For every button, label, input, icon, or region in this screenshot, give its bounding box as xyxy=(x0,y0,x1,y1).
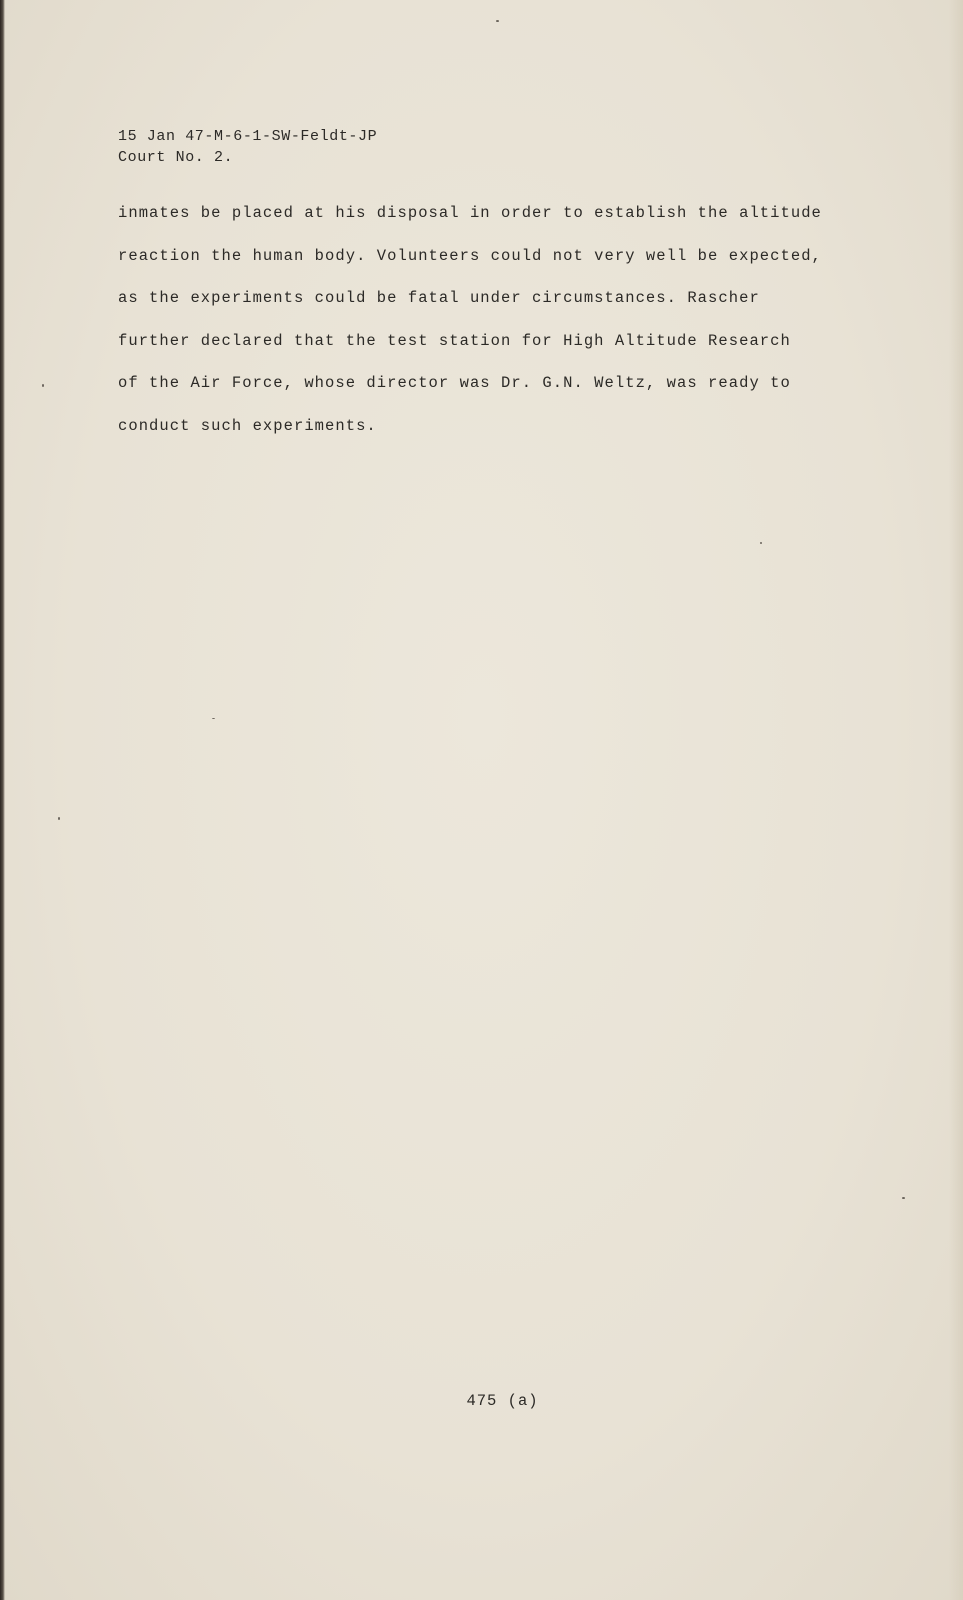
page-binding-edge xyxy=(0,0,5,1600)
document-header xyxy=(118,126,377,168)
paper-speck xyxy=(212,718,215,719)
body-line: reaction the human body. Volunteers could not very well be expected, xyxy=(118,246,822,265)
paper-speck xyxy=(496,20,499,22)
body-line: further declared that the test station for High Altitude Research xyxy=(118,331,791,350)
header-reference: 15 Jan 47-M-6-1-SW-Feldt-JP xyxy=(118,128,378,145)
header-court: Court No. 2. xyxy=(118,149,234,166)
paper-speck xyxy=(760,542,762,544)
body-line: inmates be placed at his disposal in order to establish the altitude xyxy=(118,204,822,222)
paper-speck xyxy=(42,384,44,387)
body-line: conduct such experiments. xyxy=(118,416,377,435)
body-paragraph xyxy=(118,204,838,459)
paper-speck xyxy=(902,1197,905,1199)
page-right-edge xyxy=(949,0,963,1600)
body-line: as the experiments could be fatal under circumstances. Rascher xyxy=(118,289,760,307)
paper-speck xyxy=(58,817,60,820)
page-number: 475 (a) xyxy=(466,1392,539,1410)
body-line: of the Air Force, whose director was Dr. G.N. Weltz, was ready to xyxy=(118,374,791,392)
